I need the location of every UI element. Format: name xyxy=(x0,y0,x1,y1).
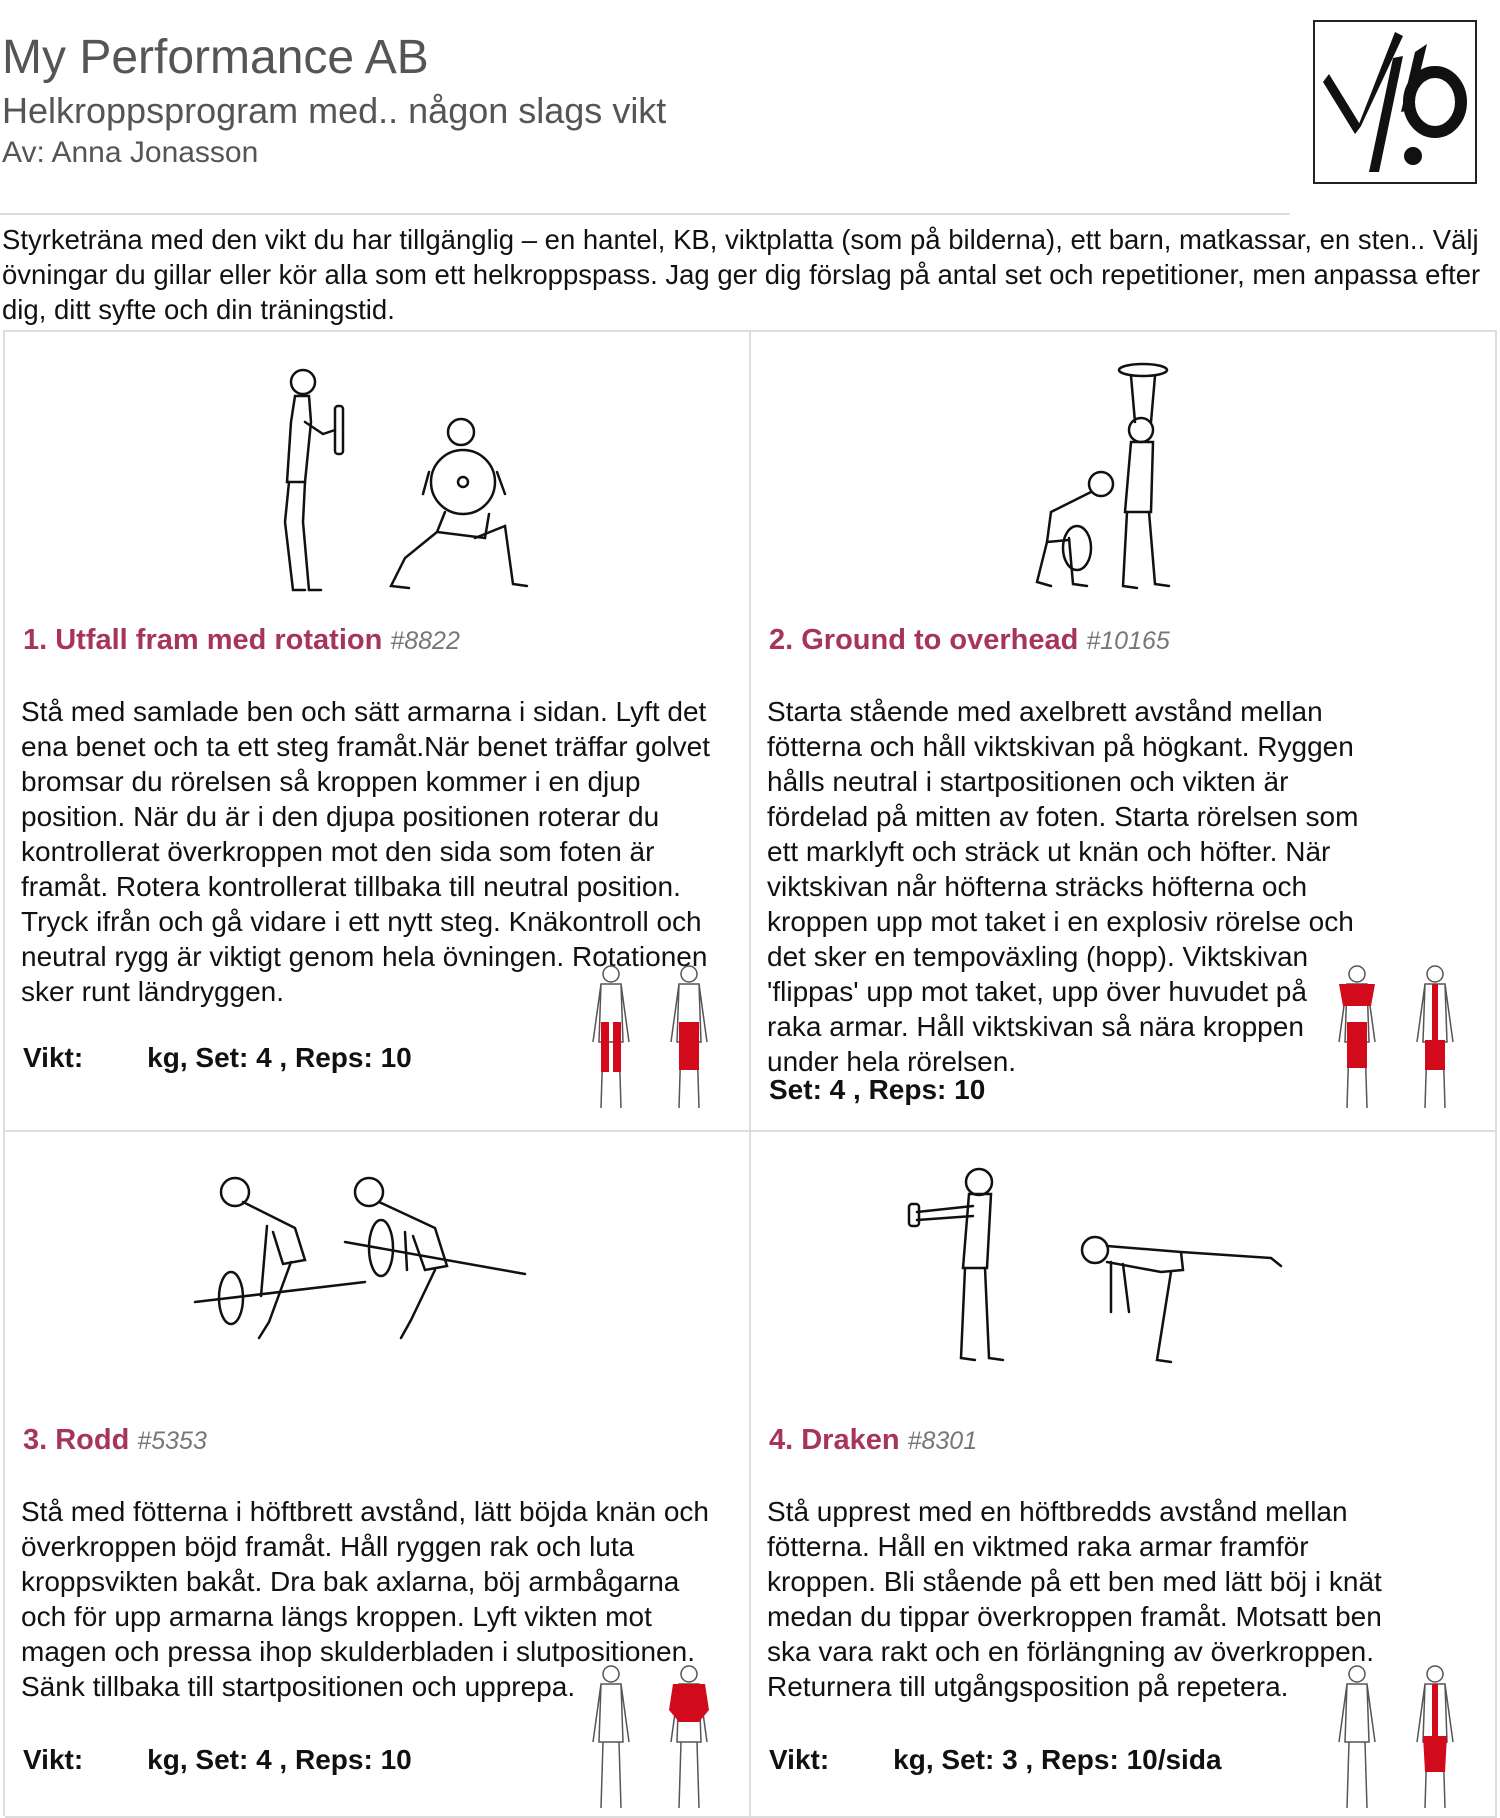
exercise-card-4 xyxy=(751,1132,1497,1818)
company-name: My Performance AB xyxy=(2,31,429,84)
muscle-diagram xyxy=(575,1662,725,1812)
exercise-title: 3. Rodd #5353 xyxy=(23,1424,207,1456)
exercise-number: #10165 xyxy=(1086,627,1170,655)
exercise-title: 1. Utfall fram med rotation #8822 xyxy=(23,624,460,656)
exercise-card-2 xyxy=(751,332,1497,1132)
exercise-number: #8822 xyxy=(390,627,460,655)
exercise-description: Stå upprest med en höftbredds avstånd mellan fötterna. Håll en viktmed raka armar framför kroppen. Bli stående på ett ben med lätt böj i knät medan du tippar överkroppen framåt. Motsatt ben ska vara rakt och en förlängning av överkroppen. Returnera till utgångsposition på repetera. xyxy=(767,1496,1382,1702)
exercise-illustration xyxy=(5,1162,751,1402)
exercise-card-1 xyxy=(5,332,751,1132)
exercise-params: Set: 4 , Reps: 10 xyxy=(769,1074,986,1105)
header-divider xyxy=(0,213,1290,215)
exercise-grid xyxy=(3,330,1497,1816)
program-author: Av: Anna Jonasson xyxy=(2,136,259,169)
exercise-title: 4. Draken #8301 xyxy=(769,1424,978,1456)
program-title: Helkroppsprogram med.. någon slags vikt xyxy=(2,90,667,131)
muscle-diagram xyxy=(575,962,725,1112)
exercise-number: #5353 xyxy=(137,1427,207,1455)
exercise-description: Stå med fötterna i höftbrett avstånd, lätt böjda knän och överkroppen böjd framåt. Håll ryggen rak och luta kroppsvikten bakåt. Dra bak axlarna, böj armbågarna och för upp armarna längs kroppen. Lyft vikten mot magen och pressa ihop skulderbladen i slutpositionen. Sänk tillbaka till startpositionen och upprepa. xyxy=(21,1496,709,1702)
muscle-diagram xyxy=(1321,962,1471,1112)
exercise-card-3 xyxy=(5,1132,751,1818)
exercise-number: #8301 xyxy=(907,1427,978,1455)
exercise-params: Vikt: kg, Set: 4 , Reps: 10 xyxy=(23,1744,412,1775)
exercise-params: Vikt: kg, Set: 4 , Reps: 10 xyxy=(23,1042,412,1073)
exercise-illustration xyxy=(751,1162,1497,1402)
company-logo xyxy=(1313,20,1477,184)
exercise-description: Starta stående med axelbrett avstånd mellan fötterna och håll viktskivan på högkant. Ryggen hålls neutral i startpositionen och vikten är fördelad på mitten av foten. Starta rörelsen som ett marklyft och sträck ut knän och höfter. När viktskivan når höfterna sträcks höfterna och kroppen upp mot taket i en explosiv rörelse och det sker en tempoväxling (hopp). Viktskivan 'flippas' upp mot taket, upp över huvudet på raka armar. Håll viktskivan så nära kroppen under hela rörelsen. xyxy=(767,696,1359,1077)
exercise-illustration xyxy=(751,362,1497,602)
muscle-diagram xyxy=(1321,1662,1471,1812)
exercise-illustration xyxy=(5,362,751,602)
exercise-description: Stå med samlade ben och sätt armarna i sidan. Lyft det ena benet och ta ett steg framåt.När benet träffar golvet bromsar du rörelsen så kroppen kommer i en djup position. När du är i den djupa positionen roterar du kontrollerat överkroppen mot den sida som foten är framåt. Rotera kontrollerat tillbaka till neutral position. Tryck ifrån och gå vidare i ett nytt steg. Knäkontroll och neutral rygg är viktigt genom hela övningen. Rotationen sker runt ländryggen. xyxy=(21,696,711,1007)
exercise-title: 2. Ground to overhead #10165 xyxy=(769,624,1170,656)
exercise-params: Vikt: kg, Set: 3 , Reps: 10/sida xyxy=(769,1744,1222,1775)
intro-text: Styrketräna med den vikt du har tillgänglig – en hantel, KB, viktplatta (som på bilderna), ett barn, matkassar, en sten.. Välj övningar du gillar eller kör alla som ett helkroppspass. Jag ger dig förslag på antal set och repetitioner, men anpassa efter dig, ditt syfte och din träningstid. xyxy=(2,224,1481,325)
